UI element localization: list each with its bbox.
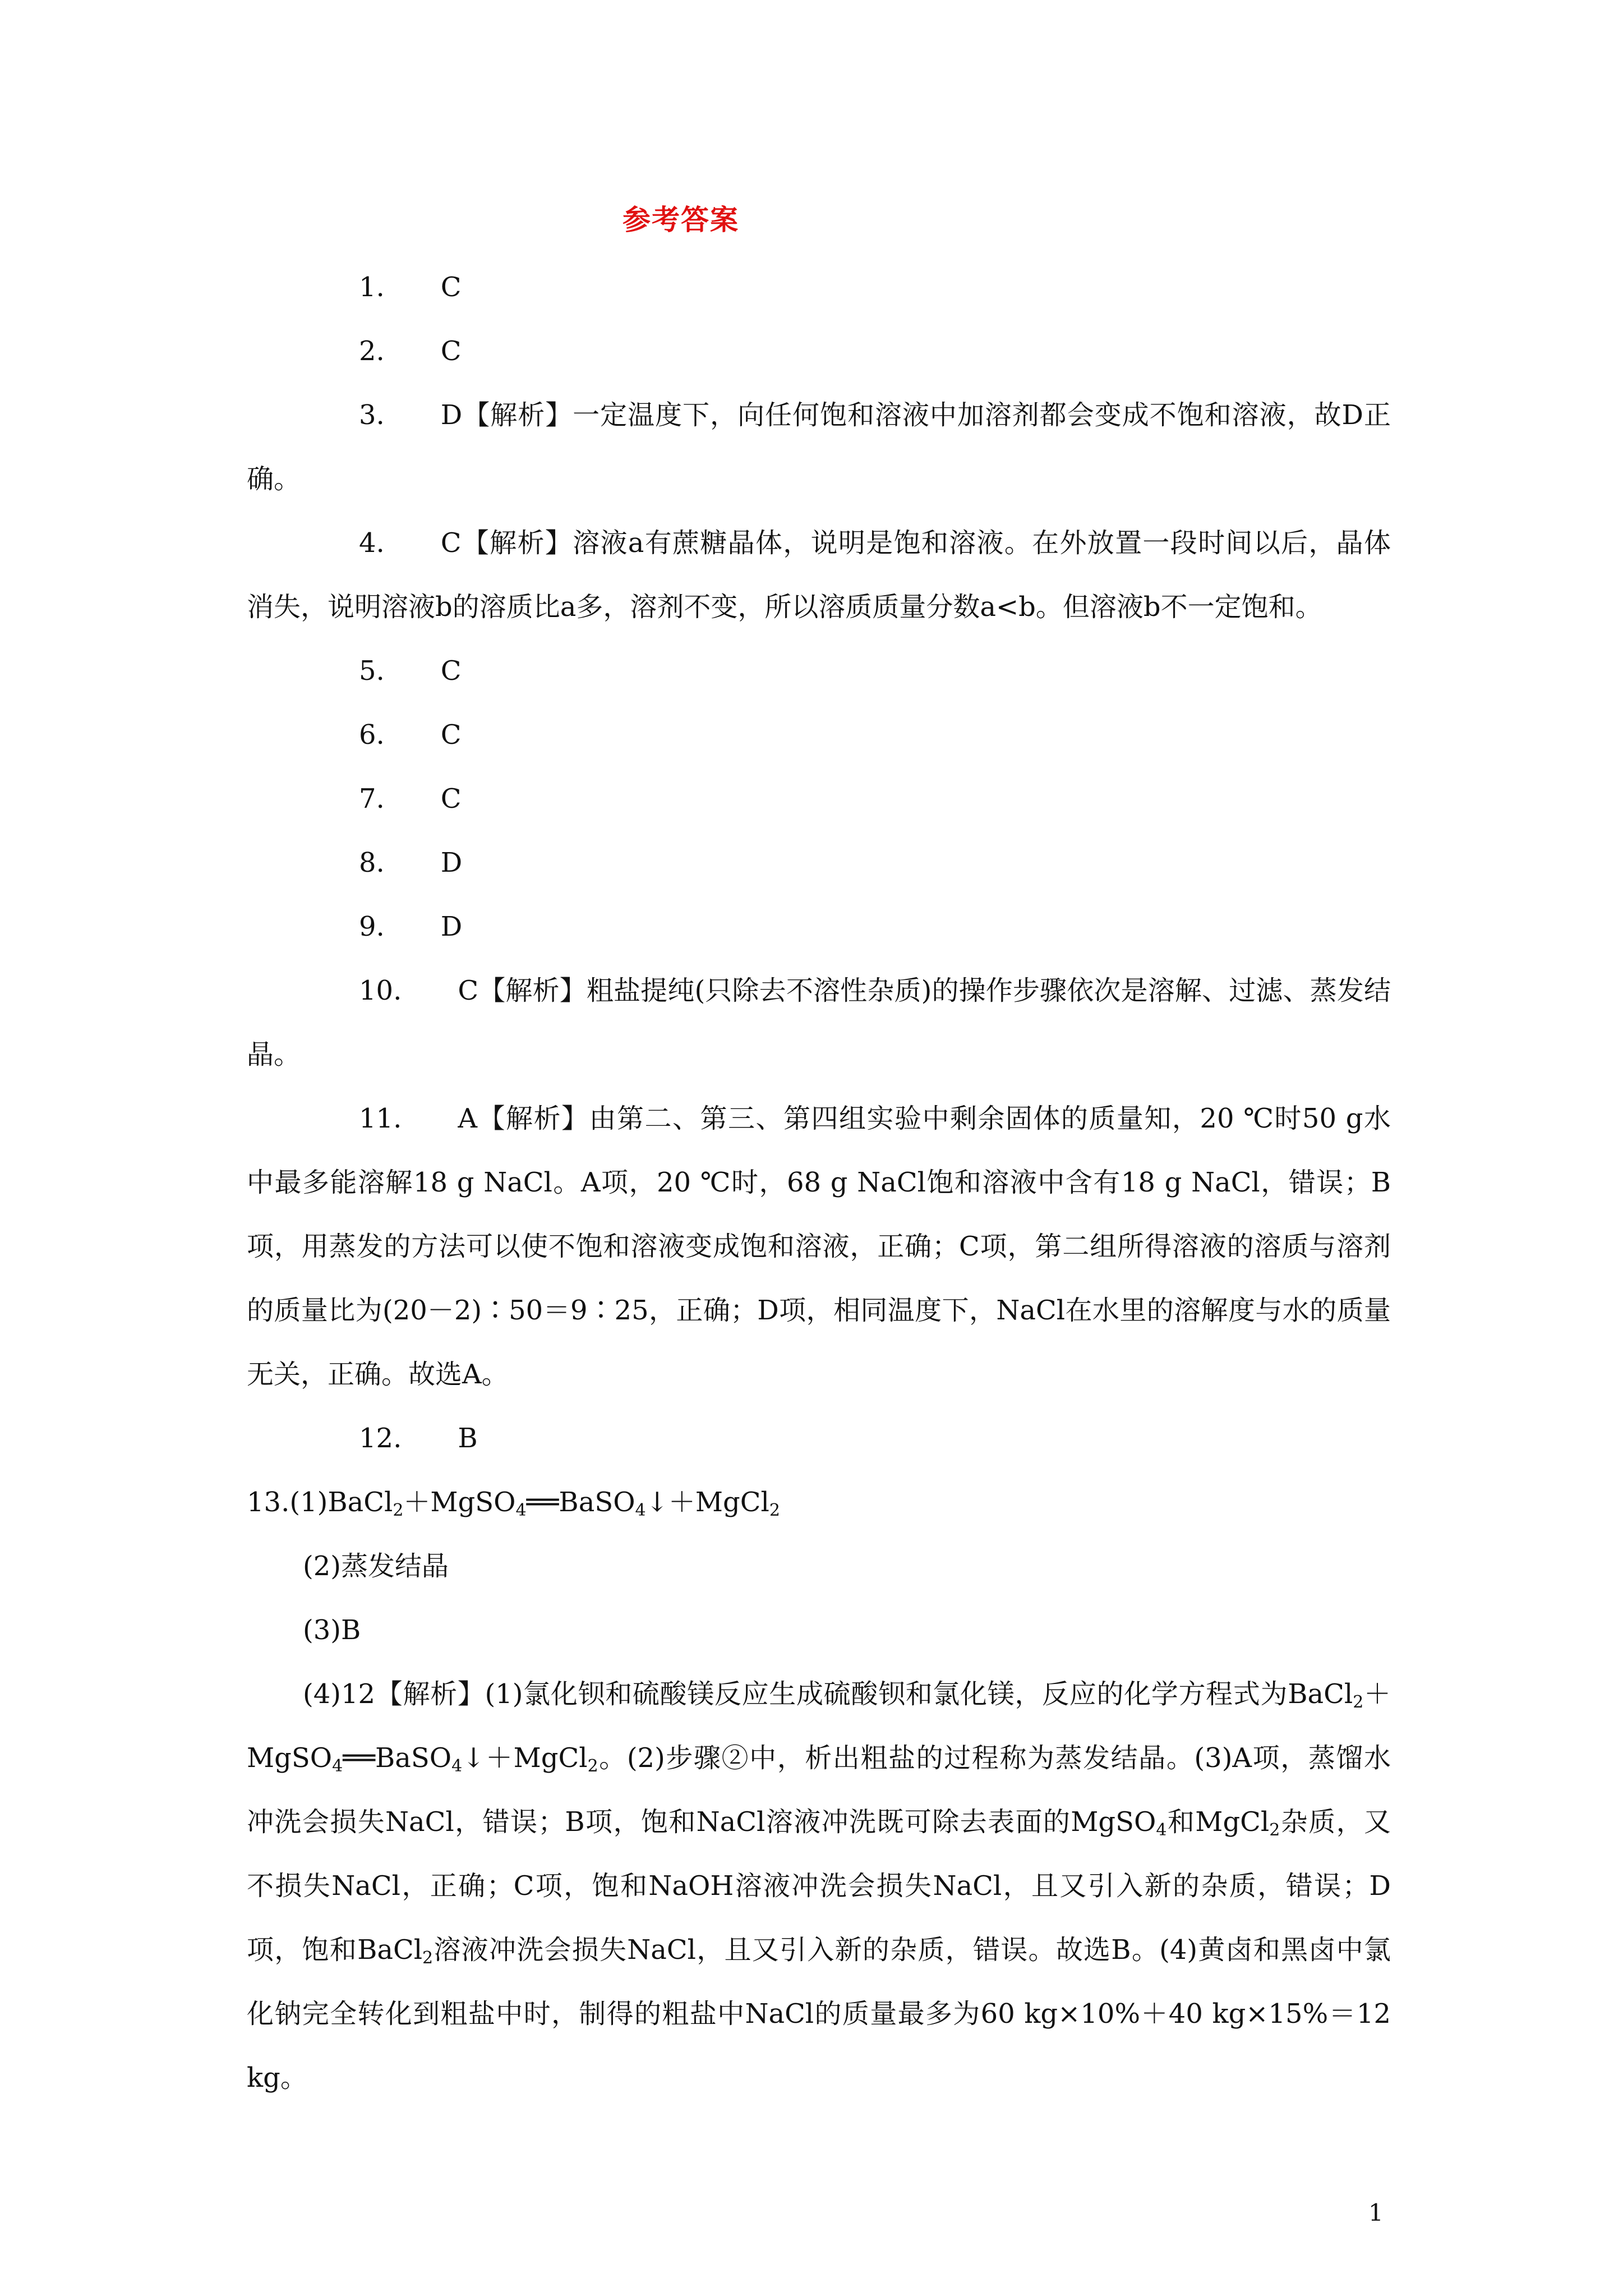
analysis-tag: 【解析】	[462, 399, 573, 431]
analysis-text: 粗盐提纯(只除去不溶性杂质)的操作步骤依次是溶解、过滤、蒸发结晶。	[247, 975, 1391, 1070]
analysis-text: (1)氯化钡和硫酸镁反应生成硫酸钡和氯化镁，反应的化学方程式为BaCl	[485, 1678, 1353, 1710]
answer-letter: C	[440, 655, 462, 687]
equation-part: ══BaSO	[526, 1487, 635, 1518]
question-number: 11.	[359, 1103, 402, 1134]
question-number: 8.	[359, 847, 385, 878]
answer-item-13-part-2: (2)蒸发结晶	[303, 1550, 449, 1582]
answer-letter: B	[458, 1423, 478, 1454]
answer-letter: D	[440, 911, 463, 942]
answer-letter: C	[440, 272, 462, 303]
answer-letter: C	[440, 527, 462, 559]
answer-item-11	[247, 1087, 1391, 1406]
equation-subscript: 4	[515, 1501, 527, 1520]
answer-item-13	[247, 1470, 1391, 1534]
analysis-text: 一定温度下，向任何饱和溶液中加溶剂都会变成不饱和溶液，故D正确。	[247, 399, 1391, 495]
question-number: 9.	[359, 911, 385, 942]
question-number: 4.	[359, 527, 385, 559]
answer-letter: D	[440, 847, 463, 878]
question-number: 2.	[359, 335, 385, 367]
equation-subscript: 4	[451, 1756, 463, 1776]
analysis-text: 。(2)步骤②中，析出粗盐的过程称为蒸发结晶。(3)A项，蒸馏水冲洗会损失NaCl，错误；B项，饱和NaCl溶液冲洗既可除去表面的MgSO	[247, 1742, 1391, 1838]
answer-item-4	[247, 511, 1391, 639]
sub-answer-label: (1)	[289, 1487, 328, 1518]
equation-subscript: 4	[635, 1501, 646, 1520]
answer-item-1	[247, 255, 1391, 319]
page-number: 1	[1368, 2199, 1384, 2226]
answer-item-12	[247, 1406, 1391, 1470]
analysis-tag: 【解析】	[478, 975, 587, 1006]
answer-letter: C	[440, 783, 462, 815]
analysis-text: 由第二、第三、第四组实验中剩余固体的质量知，20 ℃时50 g水中最多能溶解18 g NaCl。A项，20 ℃时，68 g NaCl饱和溶液中含有18 g NaCl，错误；B项，用蒸发的方法可以使不饱和溶液变成饱和溶液，正确；C项，第二组所得溶液的溶质与溶剂的质量比为(20－2)∶50＝9∶25，正确；D项，相同温度下，NaCl在水里的溶解度与水的质量无关，正确。故选A。	[247, 1103, 1391, 1390]
question-number: 13.	[247, 1487, 290, 1518]
equation-part: ↓＋MgCl	[645, 1487, 769, 1518]
equation-subscript: 2	[1269, 1820, 1280, 1840]
analysis-text: 溶液a有蔗糖晶体，说明是饱和溶液。在外放置一段时间以后，晶体消失，说明溶液b的溶质比a多，溶剂不变，所以溶质质量分数a<b。但溶液b不一定饱和。	[247, 527, 1391, 623]
equation-subscript: 2	[393, 1501, 404, 1520]
equation-subscript: 4	[332, 1756, 343, 1776]
analysis-text: 溶液冲洗会损失NaCl，且又引入新的杂质，错误。故选B。(4)黄卤和黑卤中氯化钠完全转化到粗盐中时，制得的粗盐中NaCl的质量最多为60 kg×10%＋40 kg×15%＝12 kg。	[247, 1934, 1391, 2093]
equation-subscript: 2	[422, 1948, 434, 1968]
answer-item-9	[247, 895, 1391, 959]
equation-subscript: 2	[769, 1501, 780, 1520]
analysis-tag: 【解析】	[375, 1678, 485, 1710]
question-number: 12.	[359, 1423, 402, 1454]
answer-item-6	[247, 703, 1391, 767]
page-title: 参考答案	[623, 203, 739, 236]
answer-letter: C	[440, 719, 462, 751]
answer-item-13-part-3: (3)B	[303, 1614, 361, 1646]
answer-item-7	[247, 767, 1391, 831]
question-number: 3.	[359, 399, 385, 431]
answer-item-10	[247, 959, 1391, 1087]
answer-letter: D	[440, 399, 463, 431]
answer-letter: A	[458, 1103, 478, 1134]
answer-item-5	[247, 639, 1391, 703]
equation-part: ＋MgSO	[403, 1487, 516, 1518]
analysis-text: ══BaSO	[343, 1742, 452, 1774]
analysis-text: 和MgCl	[1166, 1806, 1270, 1838]
equation-subscript: 2	[587, 1756, 598, 1776]
question-number: 7.	[359, 783, 385, 815]
question-number: 1.	[359, 272, 385, 303]
question-number: 6.	[359, 719, 385, 751]
analysis-text: ↓＋MgCl	[462, 1742, 588, 1774]
analysis-text: 杂质，又不损失NaCl，正确；C项，饱和NaOH溶液冲洗会损失NaCl，且又引入新的杂质，错误；D项，饱和BaCl	[247, 1806, 1391, 1966]
answer-letter: C	[440, 335, 462, 367]
analysis-tag: 【解析】	[461, 527, 573, 559]
answer-item-13-part-4	[247, 1662, 1391, 2110]
answer-letter: C	[458, 975, 479, 1006]
analysis-tag: 【解析】	[477, 1103, 589, 1134]
question-number: 5.	[359, 655, 385, 687]
equation-subscript: 2	[1353, 1692, 1364, 1712]
equation-subscript: 4	[1156, 1820, 1167, 1840]
question-number: 10.	[359, 975, 402, 1006]
equation-part: BaCl	[328, 1487, 393, 1518]
answer-item-8	[247, 831, 1391, 895]
answer-item-3	[247, 383, 1391, 511]
answer-list	[247, 255, 1391, 2110]
analysis-text: ＋MgSO	[247, 1678, 1391, 1774]
sub-answer-label: (4)12	[303, 1678, 376, 1710]
answer-item-2	[247, 319, 1391, 383]
